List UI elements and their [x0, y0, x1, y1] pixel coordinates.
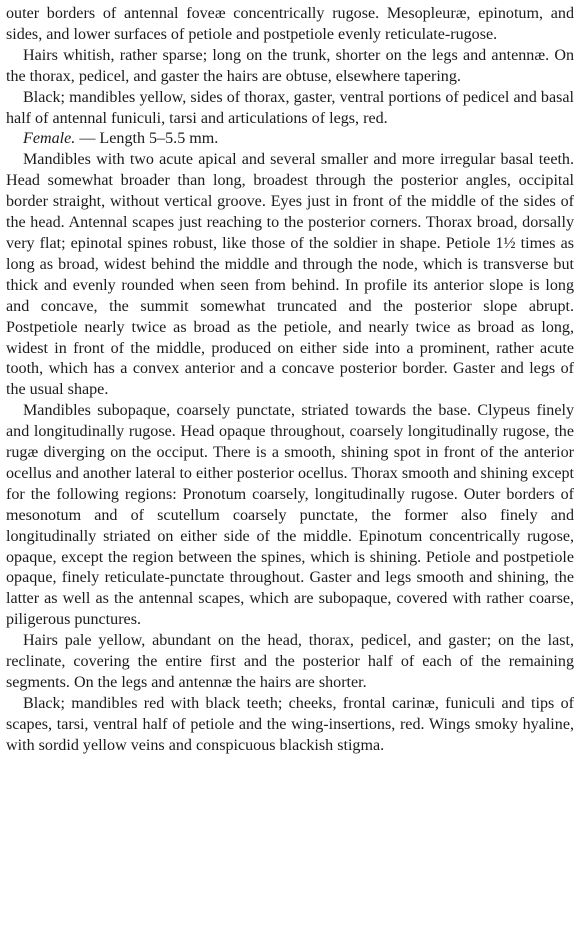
female-label: Female. — [23, 130, 76, 148]
female-heading — [6, 129, 574, 150]
female-length: — Length 5–5.5 mm. — [79, 130, 219, 148]
paragraph-female-color: Black; mandibles red with black teeth; cheeks, frontal carinæ, funiculi and tips of scapes, tarsi, ventral half of petiole and the wing-insertions, red. Wings smoky hyaline, with sordid yellow veins and conspicuous blackish stigma. — [6, 694, 574, 754]
paragraph-color: Black; mandibles yellow, sides of thorax, gaster, ventral portions of pedicel and basal half of antennal funiculi, tarsi and articulations of legs, red. — [6, 88, 574, 127]
paragraph-continuation: outer borders of antennal foveæ concentrically rugose. Mesopleuræ, epinotum, and sides, and lower surfaces of petiole and postpetiole evenly reticulate-rugose. — [6, 5, 574, 43]
paragraph-female-sculpture: Mandibles subopaque, coarsely punctate, striated towards the base. Clypeus finely and longitudinally rugose. Head opaque throughout, coarsely longitudinally rugose, the rugæ diverging on the occiput. There is a smooth, shining spot in front of the anterior ocellus and another lateral to either posterior ocellus. Thorax smooth and shining except for the following regions: Pronotum coarsely, longitudinally rugose. Outer borders of mesonotum and of scutellum coarsely punctate, the former also finely and longitudinally striated on either side of the middle. Epinotum concentrically rugose, opaque, except the region between the spines, which is shining. Petiole and postpetiole opaque, finely reticulate-punctate throughout. Gaster and legs smooth and shining, the latter as well as the antennal scapes, which are subopaque, covered with rather coarse, piligerous punctures. — [6, 402, 574, 629]
paragraph-female-structure: Mandibles with two acute apical and several smaller and more irregular basal teeth. Head somewhat broader than long, broadest through the posterior angles, occipital border straight, without vertical groove. Eyes just in front of the middle of the sides of the head. Antennal scapes just reaching to the posterior corners. Thorax broad, dorsally very flat; epinotal spines robust, like those of the soldier in shape. Petiole 1½ times as long as broad, widest behind the middle and through the node, which is transverse but thick and evenly rounded when seen from behind. In profile its anterior slope is long and concave, the summit somewhat truncated and the posterior slope abrupt. Postpetiole nearly twice as broad as the petiole, and nearly twice as broad as long, widest in front of the middle, produced on either side into a prominent, rather acute tooth, which has a convex anterior and a concave posterior border. Gaster and legs of the usual shape. — [6, 151, 574, 399]
paragraph-hairs: Hairs whitish, rather sparse; long on the trunk, shorter on the legs and antennæ. On the thorax, pedicel, and gaster the hairs are obtuse, elsewhere tapering. — [6, 46, 574, 85]
paragraph-female-hairs: Hairs pale yellow, abundant on the head, thorax, pedicel, and gaster; on the last, reclinate, covering the entire first and the posterior half of each of the remaining segments. On the legs and antennæ the hairs are shorter. — [6, 632, 574, 691]
